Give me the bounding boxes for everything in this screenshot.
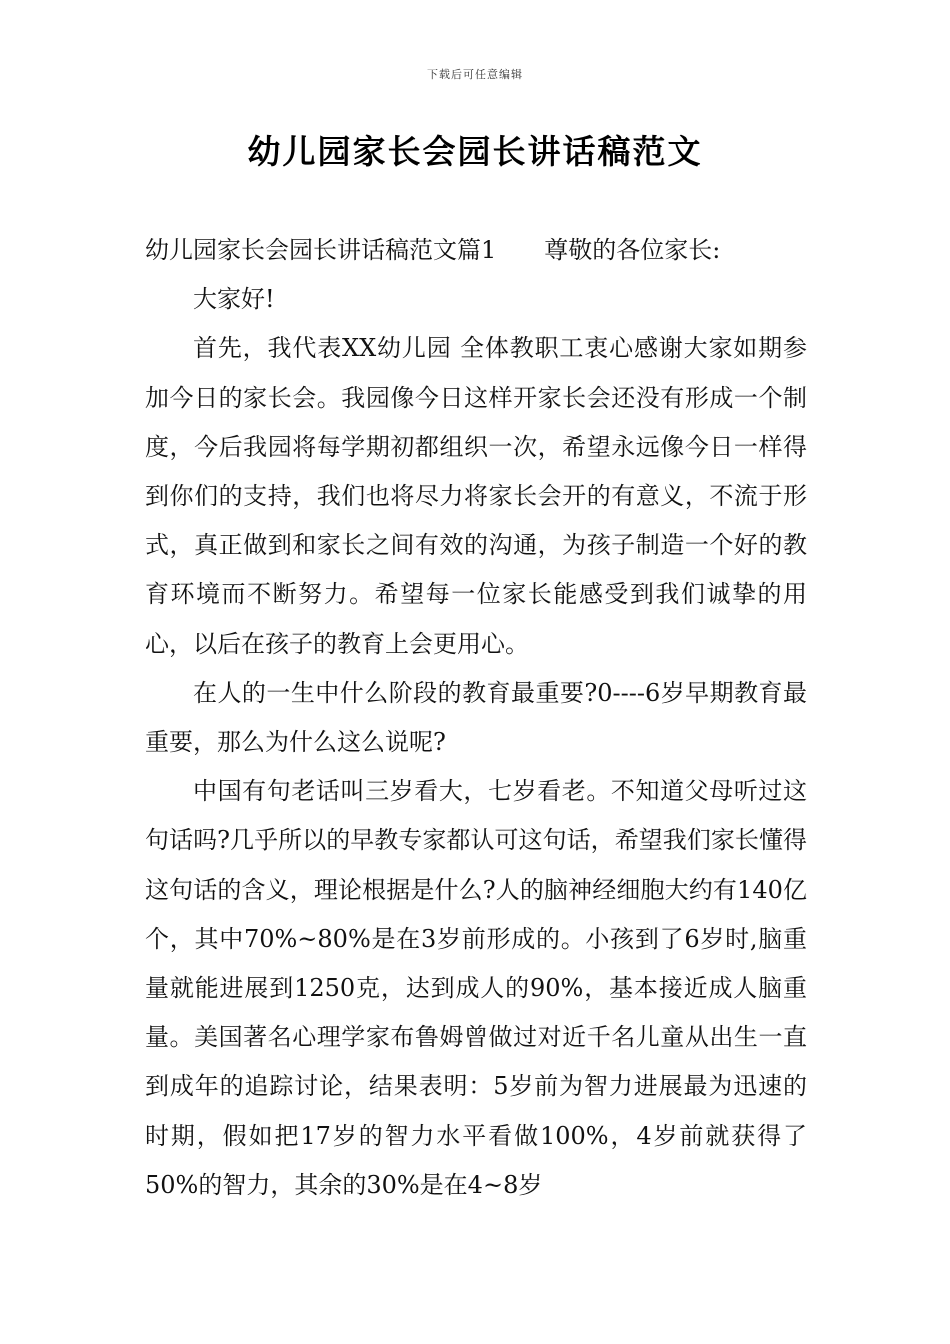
document-title: 幼儿园家长会园长讲话稿范文	[247, 132, 703, 171]
section-heading: 幼儿园家长会园长讲话稿范文篇1	[145, 236, 497, 264]
salutation: 尊敬的各位家长:	[544, 236, 721, 264]
paragraph-question: 在人的一生中什么阶段的教育最重要?0----6岁早期教育最重要，那么为什么这么说呢?	[145, 678, 807, 757]
opening-line	[145, 226, 807, 275]
paragraph-introduction: 首先，我代表XX幼儿园 全体教职工衷心感谢大家如期参加今日的家长会。我园像今日这样开家长会还没有形成一个制度，今后我园将每学期初都组织一次，希望永远像今日一样得到你们的支持，我们也将尽力将家长会开的有意义，不流于形式，真正做到和家长之间有效的沟通，为孩子制造一个好的教育环境而不断努力。希望每一位家长能感受到我们诚挚的用心，以后在孩子的教育上会更用心。	[145, 334, 807, 658]
header-note: 下载后可任意编辑	[427, 68, 523, 81]
paragraph-greeting: 大家好!	[193, 285, 275, 314]
document-body	[145, 226, 807, 1210]
paragraph-explanation: 中国有句老话叫三岁看大，七岁看老。不知道父母听过这句话吗?几乎所以的早教专家都认可这句话，希望我们家长懂得这句话的含义，理论根据是什么?人的脑神经细胞大约有140亿个，其中70%~80%是在3岁前形成的。小孩到了6岁时,脑重量就能进展到1250克，达到成人的90%，基本接近成人脑重量。美国著名心理学家布鲁姆曾做过对近千名儿童从出生一直到成年的追踪讨论，结果表明：5岁前为智力进展最为迅速的时期，假如把17岁的智力水平看做100%，4岁前就获得了50%的智力，其余的30%是在4~8岁	[145, 777, 807, 1199]
